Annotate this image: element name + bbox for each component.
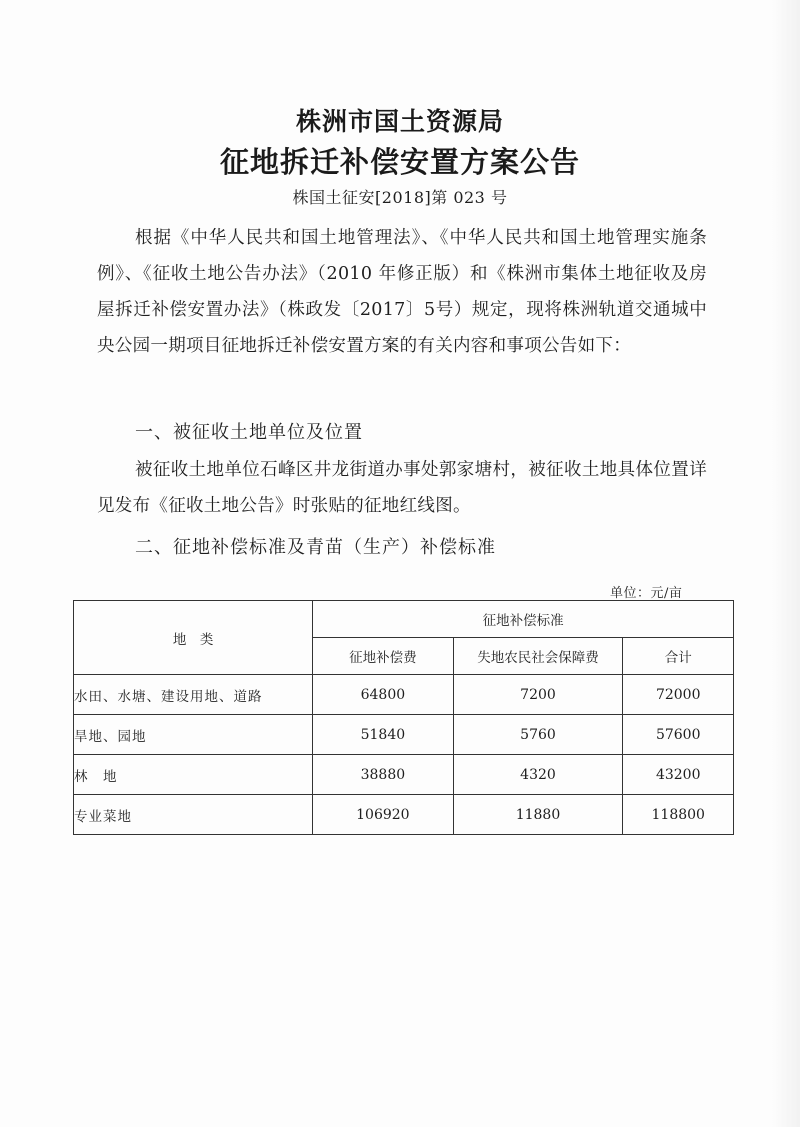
compensation-table <box>73 600 734 835</box>
cell-land-type: 水田、水塘、建设用地、道路 <box>74 675 313 715</box>
cell-social-security-fee: 5760 <box>453 715 623 755</box>
table-header-row <box>74 601 734 638</box>
header-social-security-fee: 失地农民社会保障费 <box>453 638 623 675</box>
intro-paragraph: 根据《中华人民共和国土地管理法》、《中华人民共和国土地管理实施条例》、《征收土地公告办法》（2010 年修正版）和《株洲市集体土地征收及房屋拆迁补偿安置办法》（株政发〔2017〕5号）规定，现将株洲轨道交通城中央公园一期项目征地拆迁补偿安置方案的有关内容和事项公告如下： <box>97 228 707 356</box>
cell-compensation-fee: 51840 <box>313 715 453 755</box>
header-total: 合计 <box>623 638 734 675</box>
header-compensation-fee: 征地补偿费 <box>313 638 453 675</box>
cell-total: 72000 <box>623 675 734 715</box>
document-title-line1: 株洲市国土资源局 <box>295 107 504 136</box>
cell-land-type: 专业菜地 <box>74 795 313 835</box>
cell-social-security-fee: 7200 <box>453 675 623 715</box>
document-title-line2: 征地拆迁补偿安置方案公告 <box>219 145 580 179</box>
table-row <box>74 795 734 835</box>
cell-total: 57600 <box>623 715 734 755</box>
cell-compensation-fee: 106920 <box>313 795 453 835</box>
cell-total: 118800 <box>623 795 734 835</box>
cell-land-type: 林 地 <box>74 755 313 795</box>
document-number: 株国土征安[2018]第 023 号 <box>292 188 508 207</box>
table-row <box>74 755 734 795</box>
cell-compensation-fee: 38880 <box>313 755 453 795</box>
section1-heading: 一、被征收土地单位及位置 <box>135 422 363 443</box>
table-row <box>74 675 734 715</box>
section1-paragraph: 被征收土地单位石峰区井龙街道办事处郭家塘村，被征收土地具体位置详见发布《征收土地公告》时张贴的征地红线图。 <box>97 460 707 516</box>
header-compensation-standard: 征地补偿标准 <box>313 601 734 638</box>
cell-social-security-fee: 11880 <box>453 795 623 835</box>
table-unit-label: 单位：元/亩 <box>610 586 683 601</box>
cell-compensation-fee: 64800 <box>313 675 453 715</box>
section2-heading: 二、征地补偿标准及青苗（生产）补偿标准 <box>135 537 496 558</box>
cell-land-type: 旱地、园地 <box>74 715 313 755</box>
header-land-type: 地 类 <box>74 601 313 675</box>
cell-social-security-fee: 4320 <box>453 755 623 795</box>
table-row <box>74 715 734 755</box>
cell-total: 43200 <box>623 755 734 795</box>
